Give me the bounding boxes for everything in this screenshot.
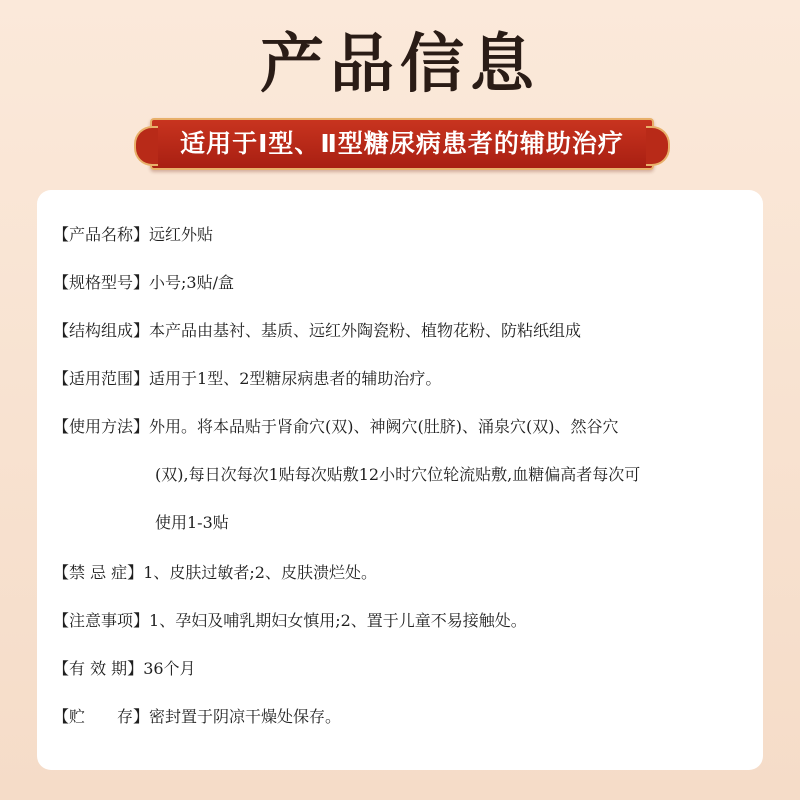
indication-banner [150, 118, 654, 170]
row-label: 【有 效 期】 [53, 659, 144, 678]
row-shelf-life [53, 656, 196, 679]
page-title: 产品信息 [260, 28, 540, 102]
row-label: 【结构组成】 [53, 321, 150, 340]
row-spec-model [53, 270, 234, 293]
row-value: 1、皮肤过敏者;2、皮肤溃烂处。 [143, 563, 377, 582]
usage-continuation-line: 使用1-3贴 [155, 513, 229, 532]
row-label: 【使用方法】 [53, 417, 150, 436]
row-value: 小号;3贴/盒 [149, 273, 234, 292]
usage-continuation-line: (双),每日次每次1贴每次贴敷12小时穴位轮流贴敷,血糖偏高者每次可 [155, 465, 641, 484]
row-label: 【产品名称】 [53, 225, 150, 244]
row-scope [53, 366, 441, 389]
row-precautions [53, 608, 527, 631]
row-label: 【规格型号】 [53, 273, 150, 292]
row-label: 【禁 忌 症】 [53, 563, 144, 582]
row-value: 适用于1型、2型糖尿病患者的辅助治疗。 [149, 369, 442, 388]
row-label: 【贮 存】 [53, 707, 150, 726]
row-storage [53, 704, 341, 727]
row-value: 密封置于阴凉干燥处保存。 [149, 707, 342, 726]
row-contraindications [53, 560, 377, 583]
row-label: 【注意事项】 [53, 611, 150, 630]
banner-text: 适用于Ⅰ型、Ⅱ型糖尿病患者的辅助治疗 [180, 129, 624, 158]
row-composition [53, 318, 581, 341]
row-usage [53, 414, 618, 437]
row-value: 1、孕妇及哺乳期妇女慎用;2、置于儿童不易接触处。 [149, 611, 527, 630]
row-product-name [53, 222, 213, 245]
row-value: 外用。将本品贴于肾俞穴(双)、神阙穴(肚脐)、涌泉穴(双)、然谷穴 [149, 417, 619, 436]
row-value: 本产品由基衬、基质、远红外陶瓷粉、植物花粉、防粘纸组成 [149, 321, 582, 340]
row-value: 36个月 [143, 659, 196, 678]
row-value: 远红外贴 [149, 225, 214, 244]
info-card [37, 190, 763, 770]
row-label: 【适用范围】 [53, 369, 150, 388]
